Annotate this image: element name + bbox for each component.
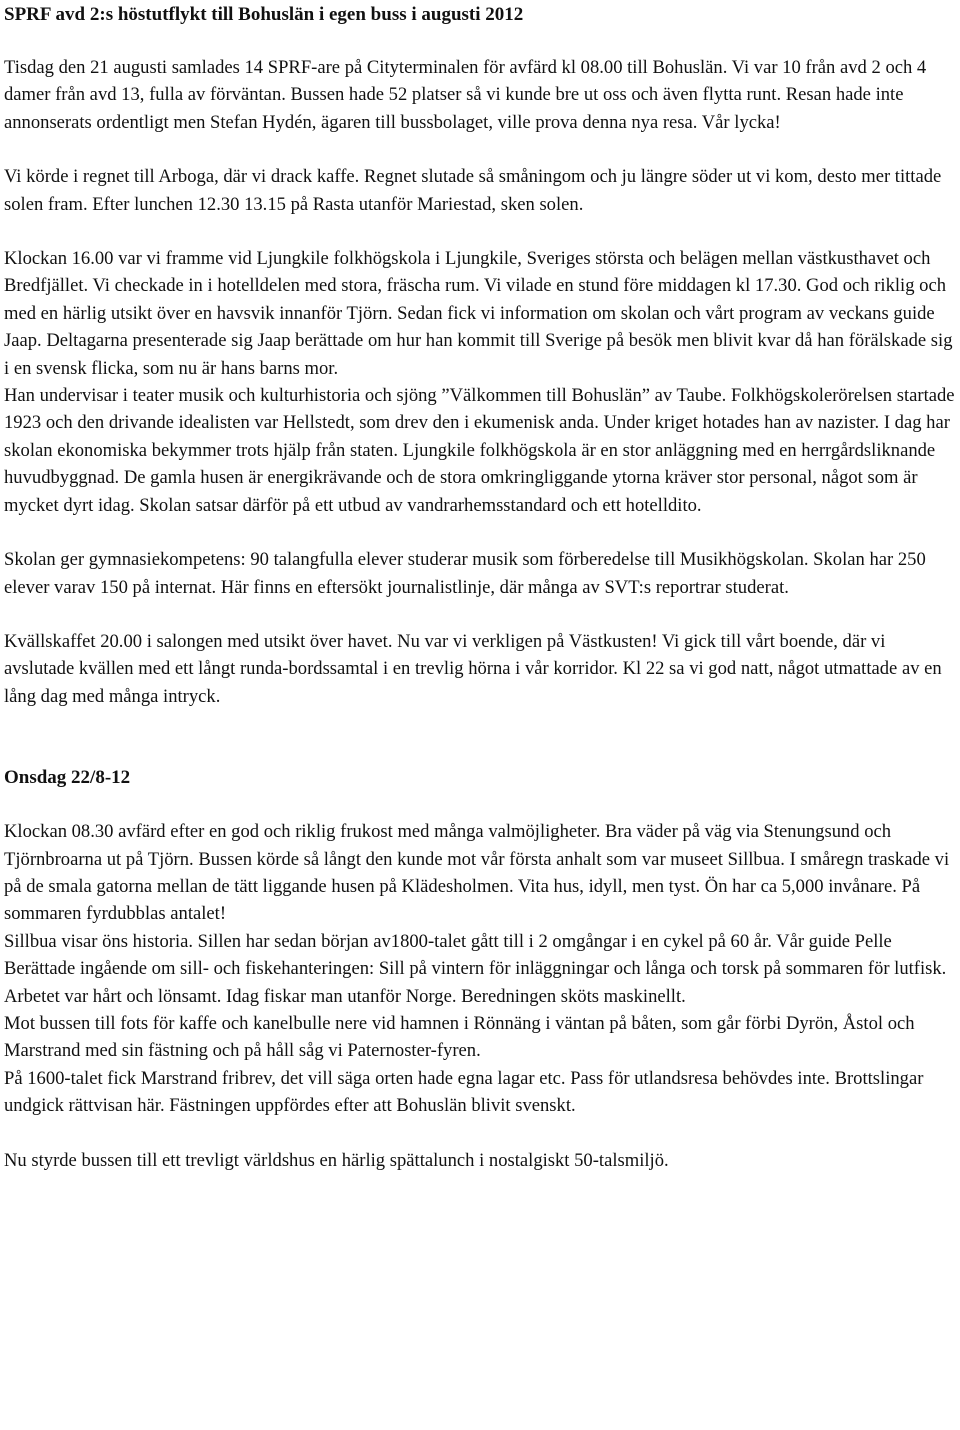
paragraph-2: Vi körde i regnet till Arboga, där vi drack kaffe. Regnet slutade så småningom och ju längre söder ut vi kom, desto mer tittade solen fram. Efter lunchen 12.30 13.15 på Rasta utanför Mariestad, sken solen. bbox=[4, 166, 942, 215]
paragraph-8: Sillbua visar öns historia. Sillen har sedan början av1800-talet gått till i 2 omgångar i en cykel på 60 år. Vår guide Pelle Berättade ingående om sill- och fiskehanteringen: Sill på vintern för inläggningar och långa och torsk på sommaren för lutfisk. Arbetet var hårt och lönsamt. Idag fiskar man utanför Norge. Beredningen sköts maskinellt. bbox=[4, 930, 947, 1007]
paragraph-6: Kvällskaffet 20.00 i salongen med utsikt över havet. Nu var vi verkligen på Västkusten! Vi gick till vårt boende, där vi avslutade kvällen med ett långt runda-bordssamtal i en trevlig hörna i vår korridor. Kl 22 sa vi god natt, något utmattade av en lång dag med många intryck. bbox=[4, 630, 942, 707]
paragraph-3: Klockan 16.00 var vi framme vid Ljungkile folkhögskola i Ljungkile, Sveriges största och belägen mellan västkusthavet och Bredfjället. Vi checkade in i hotelldelen med stora, fräscha rum. Vi vilade en stund före middagen kl 17.30. God och riklig och med en härlig utsikt över en havsvik innanför Tjörn. Sedan fick vi information om skolan och vårt program av veckans guide Jaap. Deltagarna presenterade sig Jaap berättade om hur han kommit till Sverige på besök men blivit kvar då han förälskade sig i en svensk flicka, som nu är hans barns mor. bbox=[4, 248, 953, 379]
paragraph-1: Tisdag den 21 augusti samlades 14 SPRF-are på Cityterminalen för avfärd kl 08.00 till Bohuslän. Vi var 10 från avd 2 och 4 damer från avd 13, fulla av förväntan. Bussen hade 52 platser så vi kunde bre ut oss och även flytta runt. Resan hade inte annonserats ordentligt men Stefan Hydén, ägaren till bussbolaget, ville prova denna nya resa. Vår lycka! bbox=[4, 57, 927, 133]
spacer bbox=[4, 28, 958, 54]
spacer bbox=[4, 1120, 958, 1147]
paragraph-7: Klockan 08.30 avfärd efter en god och riklig frukost med många valmöjligheter. Bra väder på väg via Stenungsund och Tjörnbroarna ut på Tjörn. Bussen körde så långt den kunde mot vår första anhalt som var museet Sillbua. I småregn traskade vi på de smala gatorna mellan de tätt liggande husen på Klädesholmen. Vita hus, idyll, men tyst. Ön har ca 5,000 invånare. På sommaren fyrdubblas antalet! bbox=[4, 821, 950, 925]
spacer bbox=[4, 519, 958, 546]
paragraph-11: Nu styrde bussen till ett trevligt världshus en härlig spättalunch i nostalgiskt 50-talsmiljö. bbox=[4, 1149, 669, 1171]
document-title: SPRF avd 2:s höstutflykt till Bohuslän i egen buss i augusti 2012 bbox=[4, 4, 524, 25]
spacer bbox=[4, 136, 958, 163]
spacer bbox=[4, 791, 958, 818]
document-body bbox=[4, 0, 958, 1174]
paragraph-4: Han undervisar i teater musik och kulturhistoria och sjöng ”Välkommen till Bohuslän” av Taube. Folkhögskolerörelsen startade 1923 och den drivande idealisten var Hellstedt, som drev den i ekumenisk anda. Under kriget hotades han av nazister. I dag har skolan ekonomiska bekymmer trots hjälp från staten. Ljungkile folkhögskola är en stor anläggning med en herrgårdsliknande huvudbyggnad. De gamla husen är energikrävande och de stora omkringliggande ytorna kräver stor personal, något som är mycket dyrt idag. Skolan satsar därför på ett utbud av vandrarhemsstandard och ett hotelldito. bbox=[4, 385, 955, 516]
section-heading: Onsdag 22/8-12 bbox=[4, 767, 131, 789]
spacer bbox=[4, 601, 958, 628]
spacer bbox=[4, 218, 958, 245]
paragraph-10: På 1600-talet fick Marstrand fribrev, det vill säga orten hade egna lagar etc. Pass för utlandsresa behövdes inte. Brottslingar undgick rättvisan här. Fästningen uppfördes efter att Bohuslän blivit svenskt. bbox=[4, 1067, 924, 1117]
spacer bbox=[4, 710, 958, 764]
paragraph-5: Skolan ger gymnasiekompetens: 90 talangfulla elever studerar musik som förberedelse till Musikhögskolan. Skolan har 250 elever varav 150 på internat. Här finns en eftersökt journalistlinje, där många av SVT:s reportrar studerat. bbox=[4, 549, 926, 598]
paragraph-9: Mot bussen till fots för kaffe och kanelbulle nere vid hamnen i Rönnäng i väntan på båten, som går förbi Dyrön, Åstol och Marstrand med sin fästning och på håll såg vi Paternoster-fyren. bbox=[4, 1012, 915, 1062]
